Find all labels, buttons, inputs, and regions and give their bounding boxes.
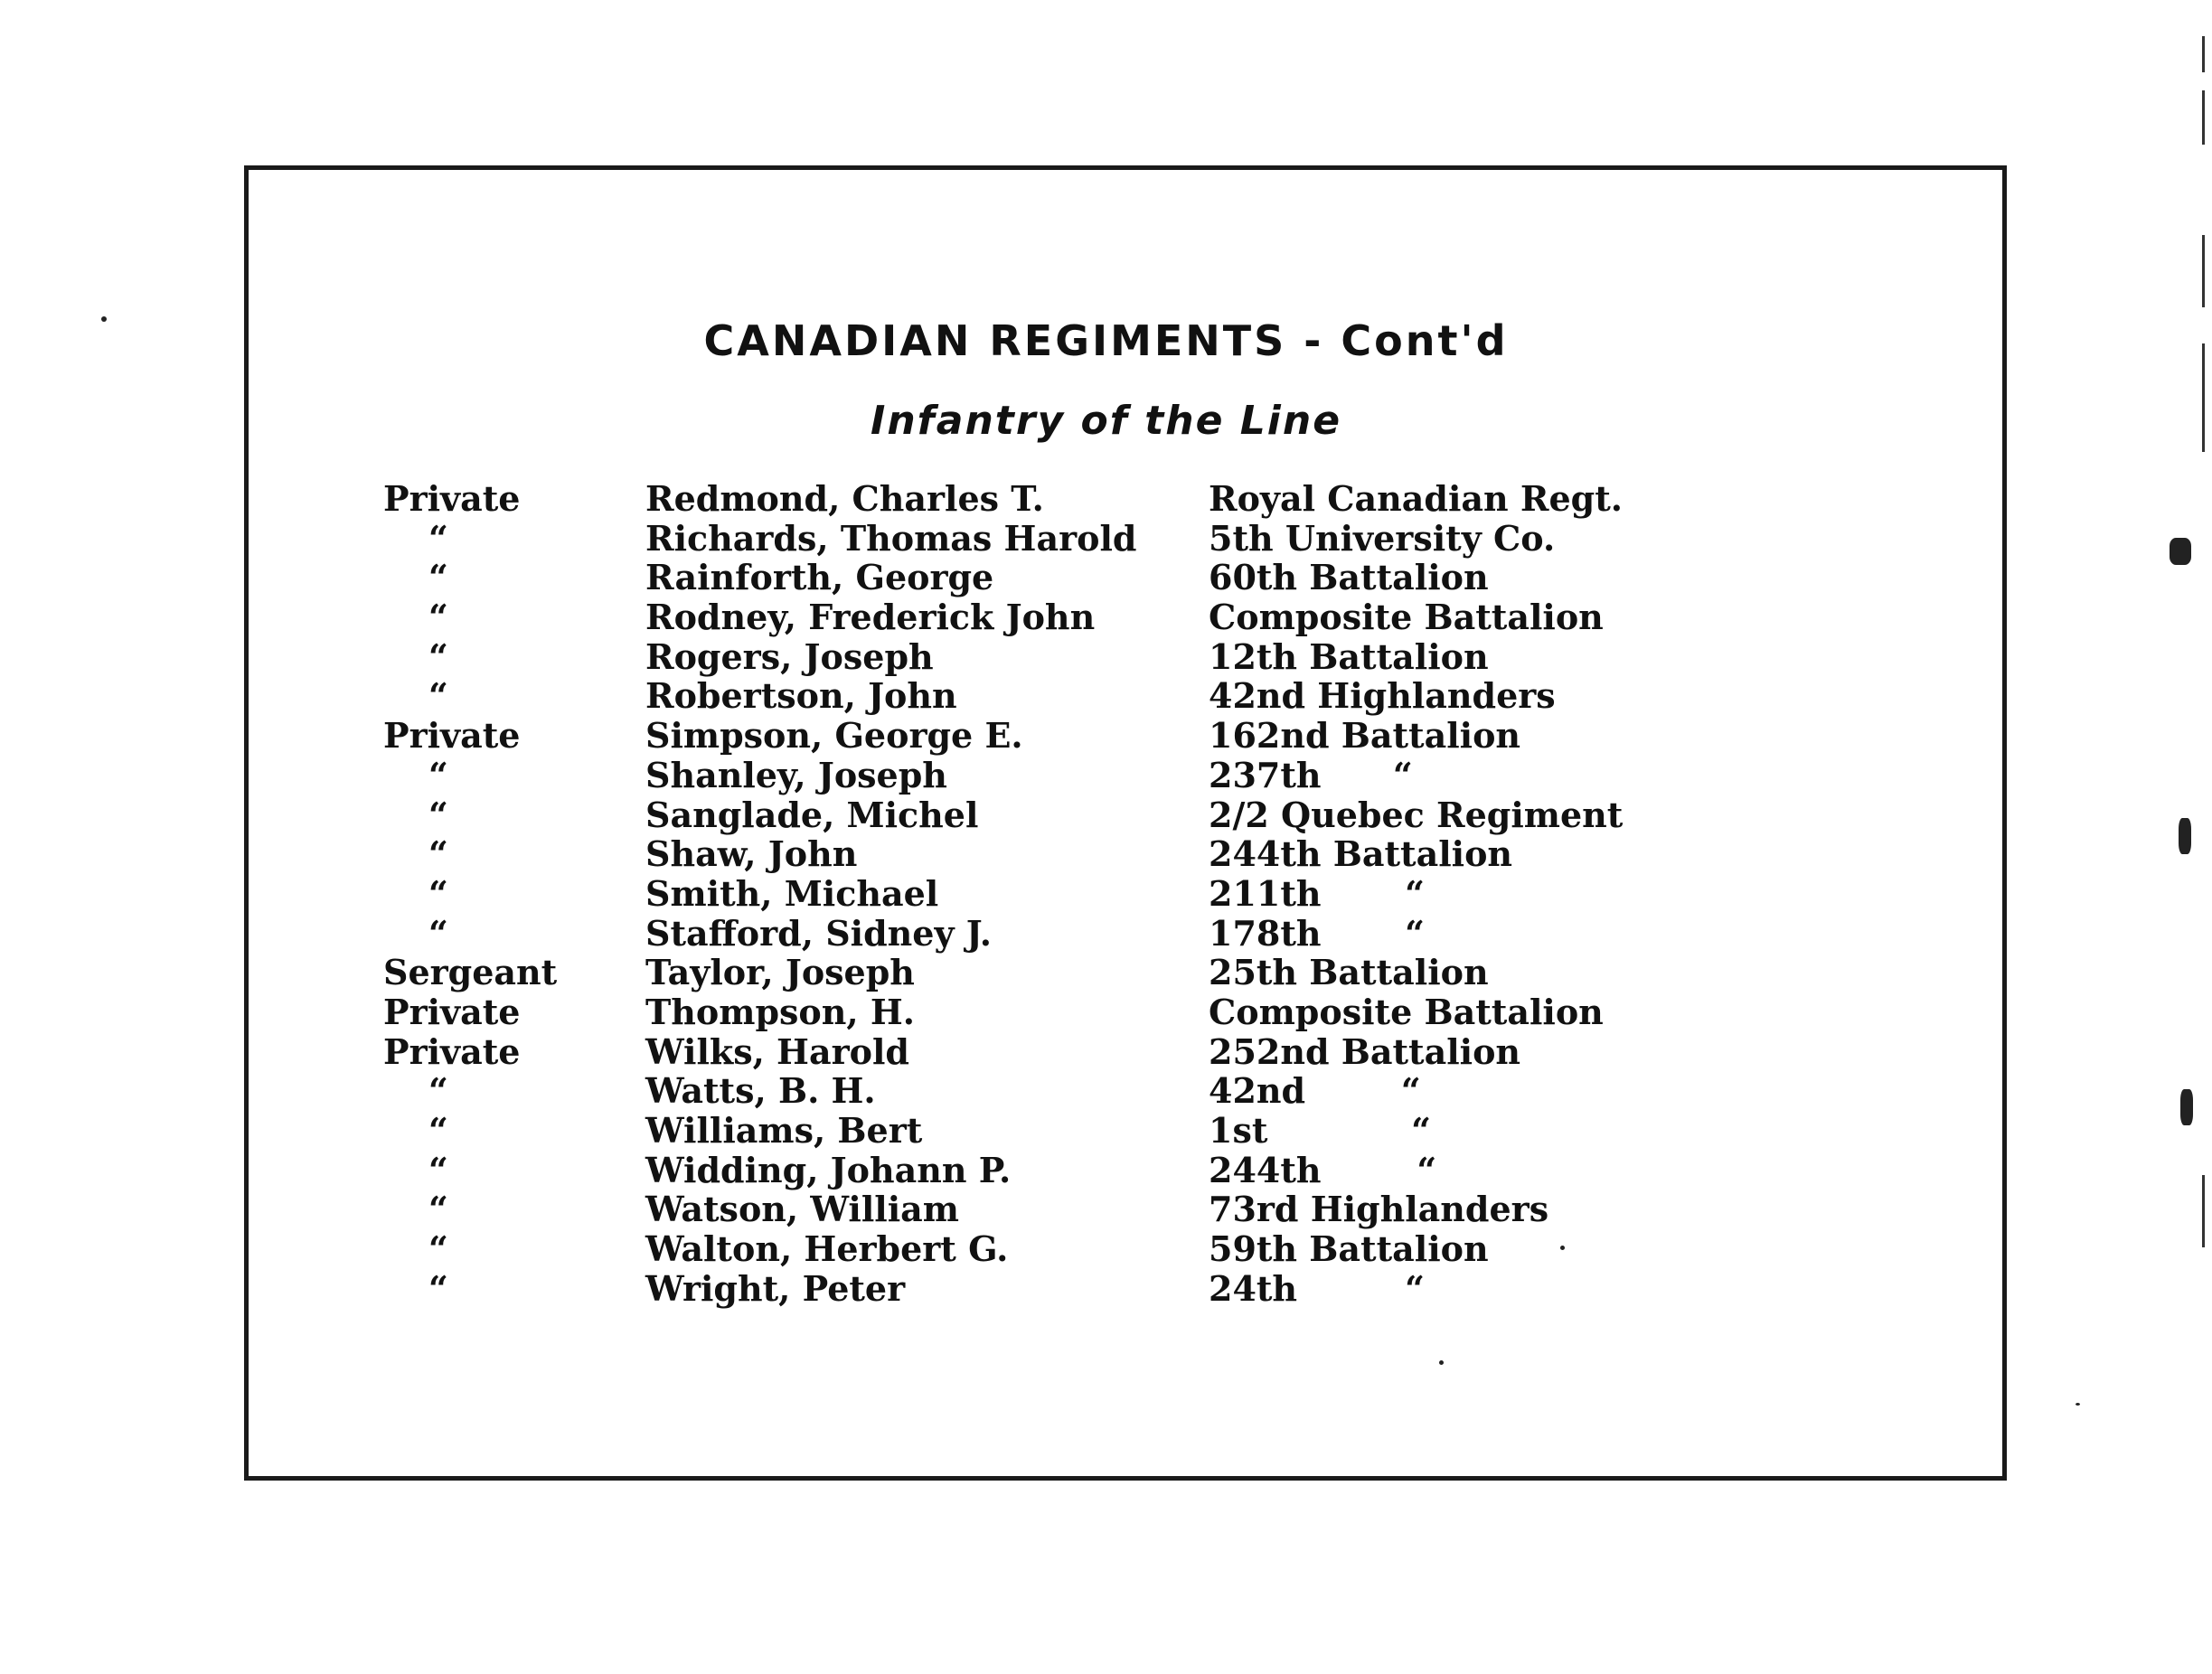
name-cell: Shaw, John (645, 833, 858, 875)
name-cell: Smith, Michael (645, 872, 939, 914)
rank-cell: Private (383, 478, 521, 519)
scan-edge-mark (2202, 343, 2205, 452)
unit-cell: 211th “ (1209, 872, 1425, 914)
page-title: CANADIAN REGIMENTS - Cont'd (703, 316, 1509, 365)
name-cell: Stafford, Sidney J. (645, 912, 993, 954)
name-cell: Watts, B. H. (645, 1070, 876, 1112)
name-cell: Sanglade, Michel (645, 794, 979, 835)
rank-cell: Private (383, 715, 521, 757)
name-cell: Rogers, Joseph (645, 635, 934, 677)
rank-cell: “ (428, 1070, 448, 1112)
name-cell: Taylor, Joseph (645, 952, 915, 993)
unit-cell: 2/2 Quebec Regiment (1209, 794, 1624, 835)
rank-cell: “ (428, 517, 448, 559)
rank-cell: “ (428, 794, 448, 835)
unit-cell: Composite Battalion (1209, 597, 1604, 638)
scan-speck (2180, 1089, 2193, 1125)
unit-cell: 5th University Co. (1209, 517, 1556, 559)
scan-speck (2076, 1403, 2080, 1406)
scan-speck (2179, 818, 2191, 854)
rank-cell: Sergeant (383, 952, 558, 993)
name-cell: Rodney, Frederick John (645, 597, 1096, 638)
rank-cell: Private (383, 1030, 521, 1072)
name-cell: Richards, Thomas Harold (645, 517, 1137, 559)
name-cell: Widding, Johann P. (645, 1149, 1012, 1190)
name-cell: Watson, William (645, 1189, 959, 1230)
unit-cell: 59th Battalion (1209, 1228, 1489, 1270)
name-cell: Shanley, Joseph (645, 754, 947, 795)
name-cell: Williams, Bert (645, 1110, 923, 1151)
unit-cell: 178th “ (1209, 912, 1425, 954)
scan-speck (1439, 1360, 1444, 1365)
scan-speck (101, 316, 107, 322)
name-cell: Wilks, Harold (645, 1030, 909, 1072)
unit-cell: 1st “ (1209, 1110, 1431, 1151)
name-cell: Redmond, Charles T. (645, 478, 1044, 519)
page-subtitle: Infantry of the Line (870, 398, 1342, 444)
scan-edge-mark (2202, 235, 2205, 307)
unit-cell: 244th Battalion (1209, 833, 1513, 875)
rank-cell: “ (428, 1228, 448, 1270)
rank-cell: “ (428, 872, 448, 914)
rank-cell: “ (428, 1189, 448, 1230)
unit-cell: 25th Battalion (1209, 952, 1489, 993)
scan-edge-mark (2202, 90, 2205, 145)
unit-cell: 42nd Highlanders (1209, 675, 1556, 717)
rank-cell: “ (428, 754, 448, 795)
unit-cell: Royal Canadian Regt. (1209, 478, 1624, 519)
unit-cell: 237th “ (1209, 754, 1413, 795)
rank-cell: “ (428, 1110, 448, 1151)
name-cell: Wright, Peter (645, 1267, 906, 1309)
unit-cell: 12th Battalion (1209, 635, 1489, 677)
unit-cell: Composite Battalion (1209, 991, 1604, 1032)
unit-cell: 42nd “ (1209, 1070, 1421, 1112)
rank-cell: Private (383, 991, 521, 1032)
name-cell: Simpson, George E. (645, 715, 1023, 757)
unit-cell: 162nd Battalion (1209, 715, 1521, 757)
scan-speck (1560, 1246, 1565, 1250)
unit-cell: 24th “ (1209, 1267, 1425, 1309)
name-cell: Rainforth, George (645, 557, 994, 598)
rank-cell: “ (428, 833, 448, 875)
name-cell: Robertson, John (645, 675, 957, 717)
unit-cell: 73rd Highlanders (1209, 1189, 1549, 1230)
unit-cell: 252nd Battalion (1209, 1030, 1521, 1072)
name-cell: Thompson, H. (645, 991, 915, 1032)
rank-cell: “ (428, 557, 448, 598)
rank-cell: “ (428, 1267, 448, 1309)
rank-cell: “ (428, 912, 448, 954)
name-cell: Walton, Herbert G. (645, 1228, 1009, 1270)
scan-edge-mark (2202, 36, 2205, 72)
unit-cell: 60th Battalion (1209, 557, 1489, 598)
unit-cell: 244th “ (1209, 1149, 1437, 1190)
scan-speck (2170, 538, 2191, 565)
rank-cell: “ (428, 635, 448, 677)
scan-edge-mark (2202, 1175, 2205, 1247)
rank-cell: “ (428, 675, 448, 717)
rank-cell: “ (428, 1149, 448, 1190)
rank-cell: “ (428, 597, 448, 638)
